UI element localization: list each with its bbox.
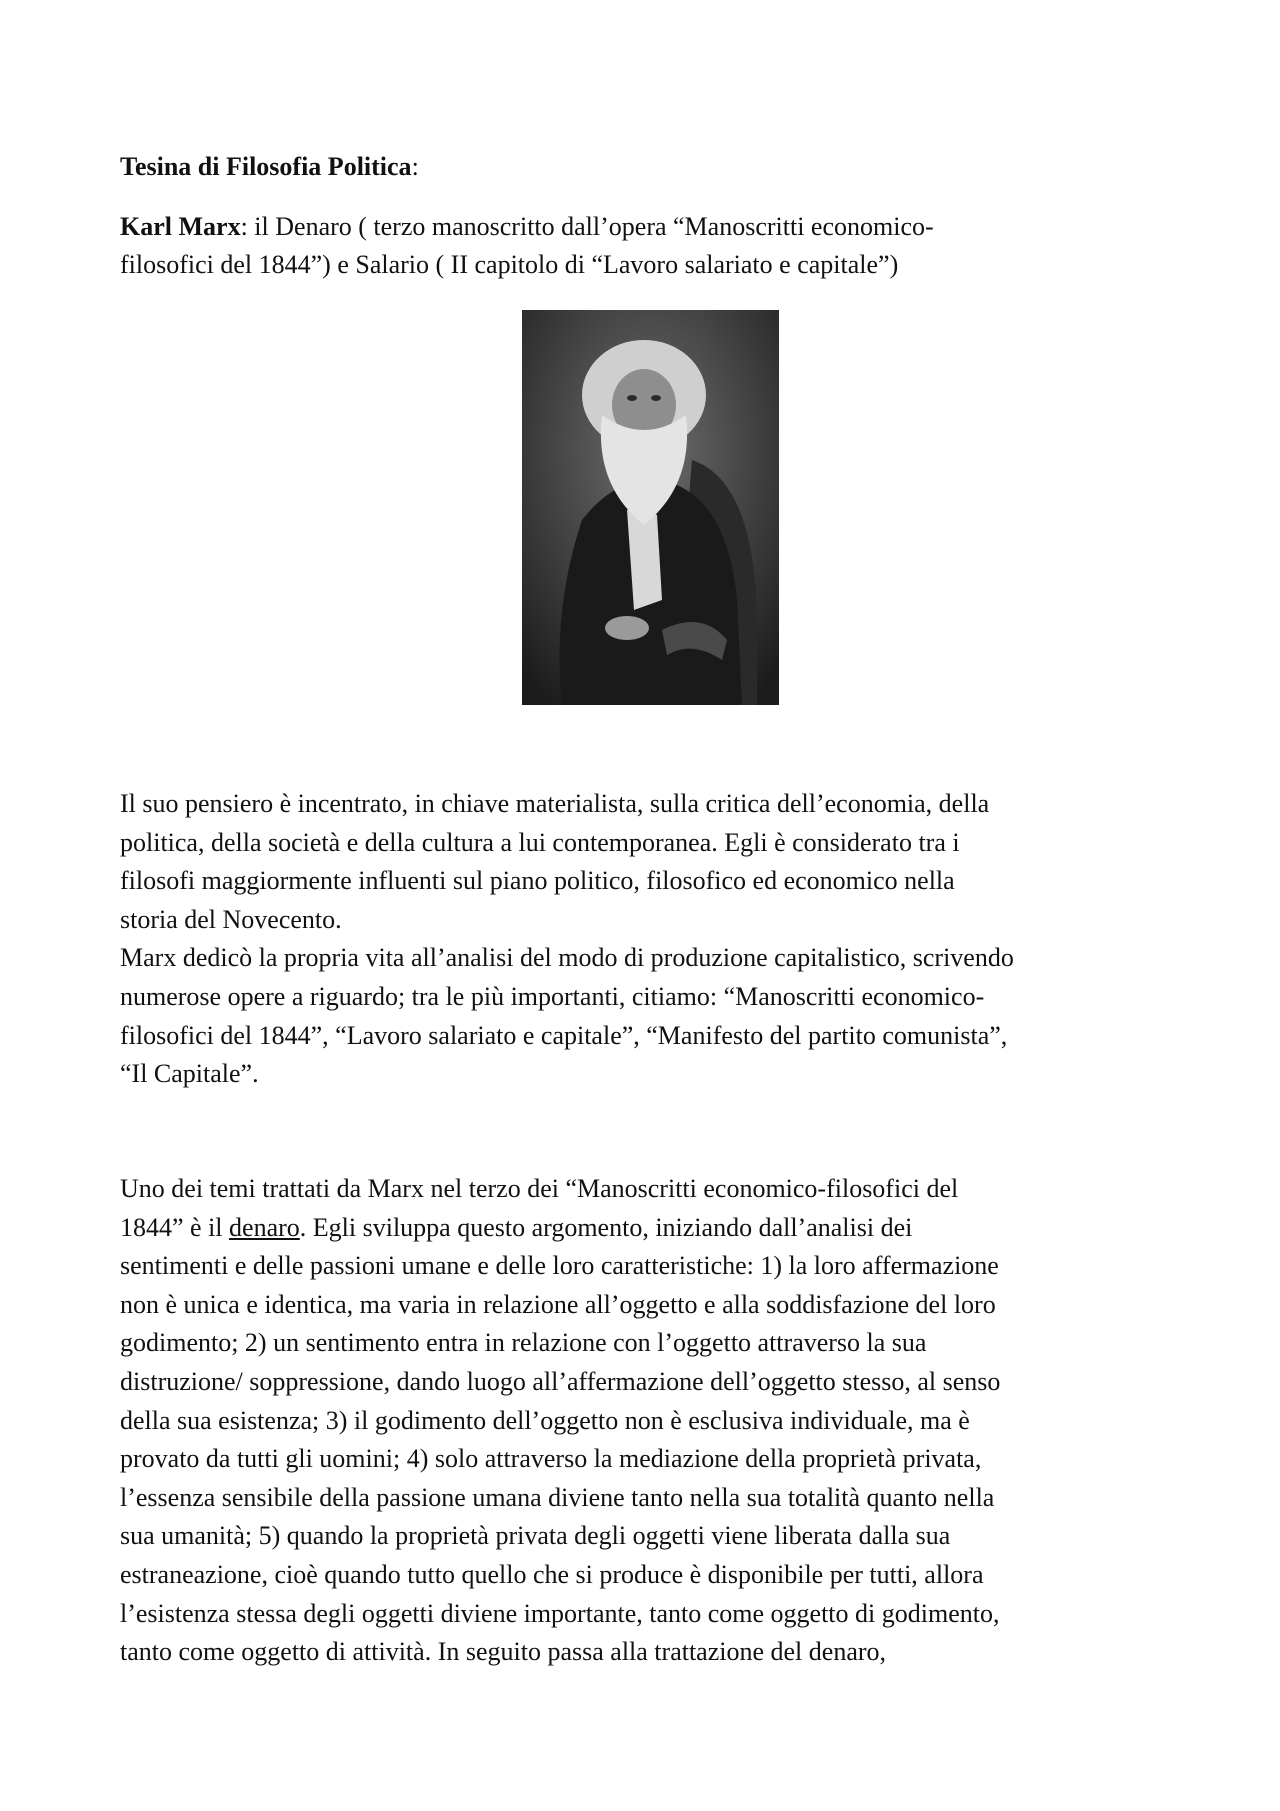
paragraph-1-line: Il suo pensiero è incentrato, in chiave materialista, sulla critica dell’economia, della [120,789,990,818]
subtitle-line-1: : il Denaro ( terzo manoscritto dall’opera “Manoscritti economico- [240,212,934,241]
paragraph-2-line: l’essenza sensibile della passione umana diviene tanto nella sua totalità quanto nella [120,1482,995,1512]
paragraph-2-line: distruzione/ soppressione, dando luogo all’affermazione dell’oggetto stesso, al senso [120,1366,1001,1396]
paragraph-2-line: estraneazione, cioè quando tutto quello che si produce è disponibile per tutti, allora [120,1559,984,1589]
underlined-term: denaro [229,1212,300,1242]
paragraph-2-line: non è unica e identica, ma varia in relazione all’oggetto e alla soddisfazione del loro [120,1289,996,1319]
paragraph-1-line: numerose opere a riguardo; tra le più importanti, citiamo: “Manoscritti economico- [120,981,985,1011]
document-subtitle [120,208,1180,284]
paragraph-2-line: sua umanità; 5) quando la proprietà privata degli oggetti viene liberata dalla sua [120,1521,951,1551]
paragraph-1-line: politica, della società e della cultura a lui contemporanea. Egli è considerato tra i [120,827,960,857]
paragraph-1-line: filosofi maggiormente influenti sul piano politico, filosofico ed economico nella [120,866,955,896]
portrait-image [522,310,779,705]
portrait-illustration [522,310,779,705]
paragraph-1-line: storia del Novecento. [120,904,342,934]
paragraph-2-line: l’esistenza stessa degli oggetti diviene importante, tanto come oggetto di godimento, [120,1598,1000,1628]
title-suffix: : [411,152,419,181]
paragraph-1 [120,785,1180,1094]
paragraph-1-line: “Il Capitale”. [120,1059,259,1089]
document-title [120,148,1180,186]
paragraph-2-line: provato da tutti gli uomini; 4) solo attraverso la mediazione della proprietà privata, [120,1444,982,1474]
paragraph-2-line: sentimenti e delle passioni umane e delle loro caratteristiche: 1) la loro affermazione [120,1251,999,1281]
paragraph-2-line-start: 1844” è il [120,1212,230,1242]
paragraph-2-line: godimento; 2) un sentimento entra in relazione con l’oggetto attraverso la sua [120,1328,927,1358]
paragraph-2-line: Uno dei temi trattati da Marx nel terzo dei “Manoscritti economico-filosofici del [120,1174,959,1203]
paragraph-2 [120,1170,1180,1672]
paragraph-1-line: filosofici del 1844”, “Lavoro salariato e capitale”, “Manifesto del partito comunista”, [120,1020,1008,1050]
paragraph-2-line-end: . Egli sviluppa questo argomento, iniziando dall’analisi dei [299,1212,913,1242]
paragraph-2-line: tanto come oggetto di attività. In seguito passa alla trattazione del denaro, [120,1637,887,1667]
title-bold: Tesina di Filosofia Politica [120,152,412,181]
paragraph-1-line: Marx dedicò la propria vita all’analisi del modo di produzione capitalistico, scrivendo [120,943,1014,973]
subtitle-author: Karl Marx [120,212,241,241]
paragraph-2-line: della sua esistenza; 3) il godimento dell’oggetto non è esclusiva individuale, ma è [120,1405,970,1435]
subtitle-line-2: filosofici del 1844”) e Salario ( II capitolo di “Lavoro salariato e capitale”) [120,250,899,279]
